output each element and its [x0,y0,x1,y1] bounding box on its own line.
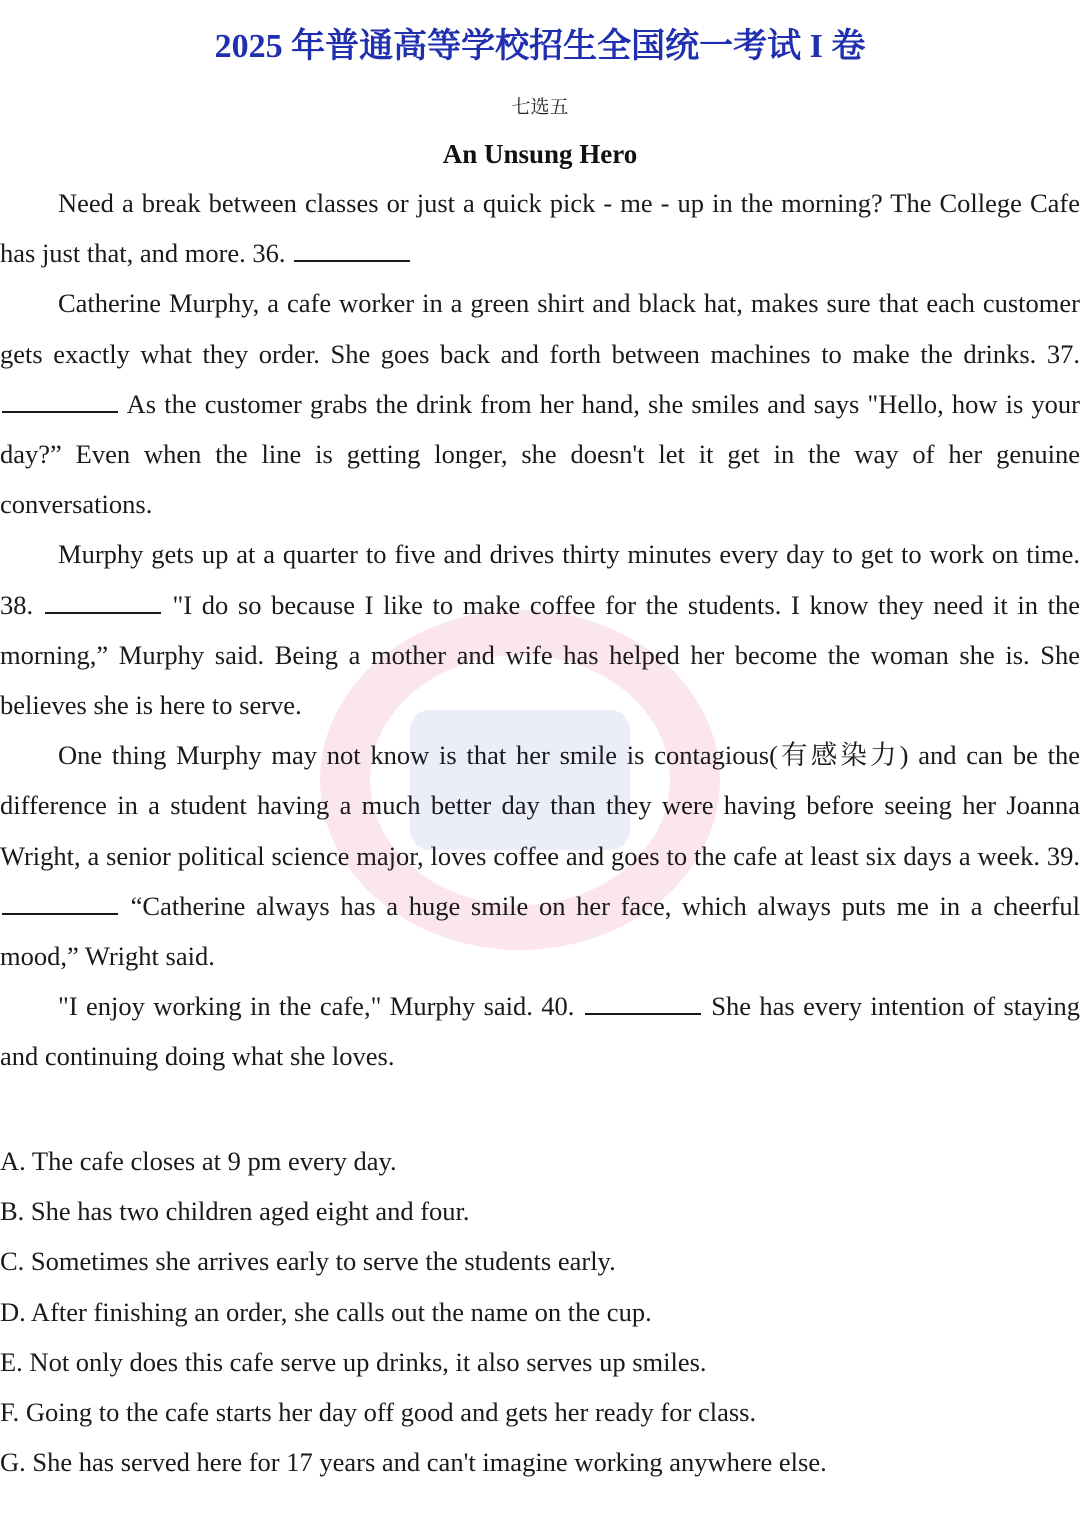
option-f: F. Going to the cafe starts her day off good and gets her ready for class. [0,1397,757,1428]
paragraph-4 [0,730,1080,981]
paragraph-text: She has every intention of staying and continuing doing what she loves. [0,991,1080,1072]
answer-blank-40[interactable] [585,991,701,1015]
paragraph-1 [0,178,1080,278]
paragraph-text: Murphy gets up at a quarter to five and drives thirty minutes every day to get to work on time. 38. [0,539,1080,620]
option-e: E. Not only does this cafe serve up drinks, it also serves up smiles. [0,1346,707,1377]
exam-title: 2025 年普通高等学校招生全国统一考试 I 卷 [214,28,866,65]
paragraph-2 [0,278,1080,529]
paragraph-text: Need a break between classes or just a quick pick - me - up in the morning? The College Cafe has just that, and more. 36. [0,188,1080,269]
option-d: D. After finishing an order, she calls out the name on the cup. [0,1296,652,1327]
paragraph-3 [0,529,1080,730]
answer-blank-39[interactable] [2,891,118,915]
section-label: 七选五 [511,97,569,118]
paragraph-text: As the customer grabs the drink from her hand, she smiles and says "Hello, how is your day?” Even when the line is getting longer, she doesn't let it get in the way of her genuine conversations. [0,388,1080,520]
paragraph-text: One thing Murphy may not know is that her smile is contagious(有感染力) and can be the difference in a student having a much better day than they were having before seeing her Joanna Wright, a senior political science major, loves coffee and goes to the cafe at least six days a week. 39. [0,740,1080,871]
paragraph-text: "I do so because I like to make coffee for the students. I know they need it in the morning,” Murphy said. Being a mother and wife has helped her become the woman she is. She believes she is here to serve. [0,589,1080,721]
option-c: C. Sometimes she arrives early to serve the students early. [0,1246,616,1277]
paragraph-text: Catherine Murphy, a cafe worker in a green shirt and black hat, makes sure that each customer gets exactly what they order. She goes back and forth between machines to make the drinks. 37. [0,288,1080,369]
passage-body [0,178,1080,1082]
option-g: G. She has served here for 17 years and can't imagine working anywhere else. [0,1447,827,1478]
option-b: B. She has two children aged eight and four. [0,1196,470,1227]
passage-title: An Unsung Hero [442,139,638,169]
answer-blank-37[interactable] [2,389,118,413]
answer-blank-36[interactable] [294,238,410,262]
paragraph-5 [0,981,1080,1081]
paragraph-text: "I enjoy working in the cafe," Murphy said. 40. [58,991,583,1022]
paragraph-text: “Catherine always has a huge smile on her face, which always puts me in a cheerful mood,” Wright said. [0,890,1080,972]
answer-options [0,1136,1080,1487]
answer-blank-38[interactable] [45,590,161,614]
option-a: A. The cafe closes at 9 pm every day. [0,1146,397,1176]
